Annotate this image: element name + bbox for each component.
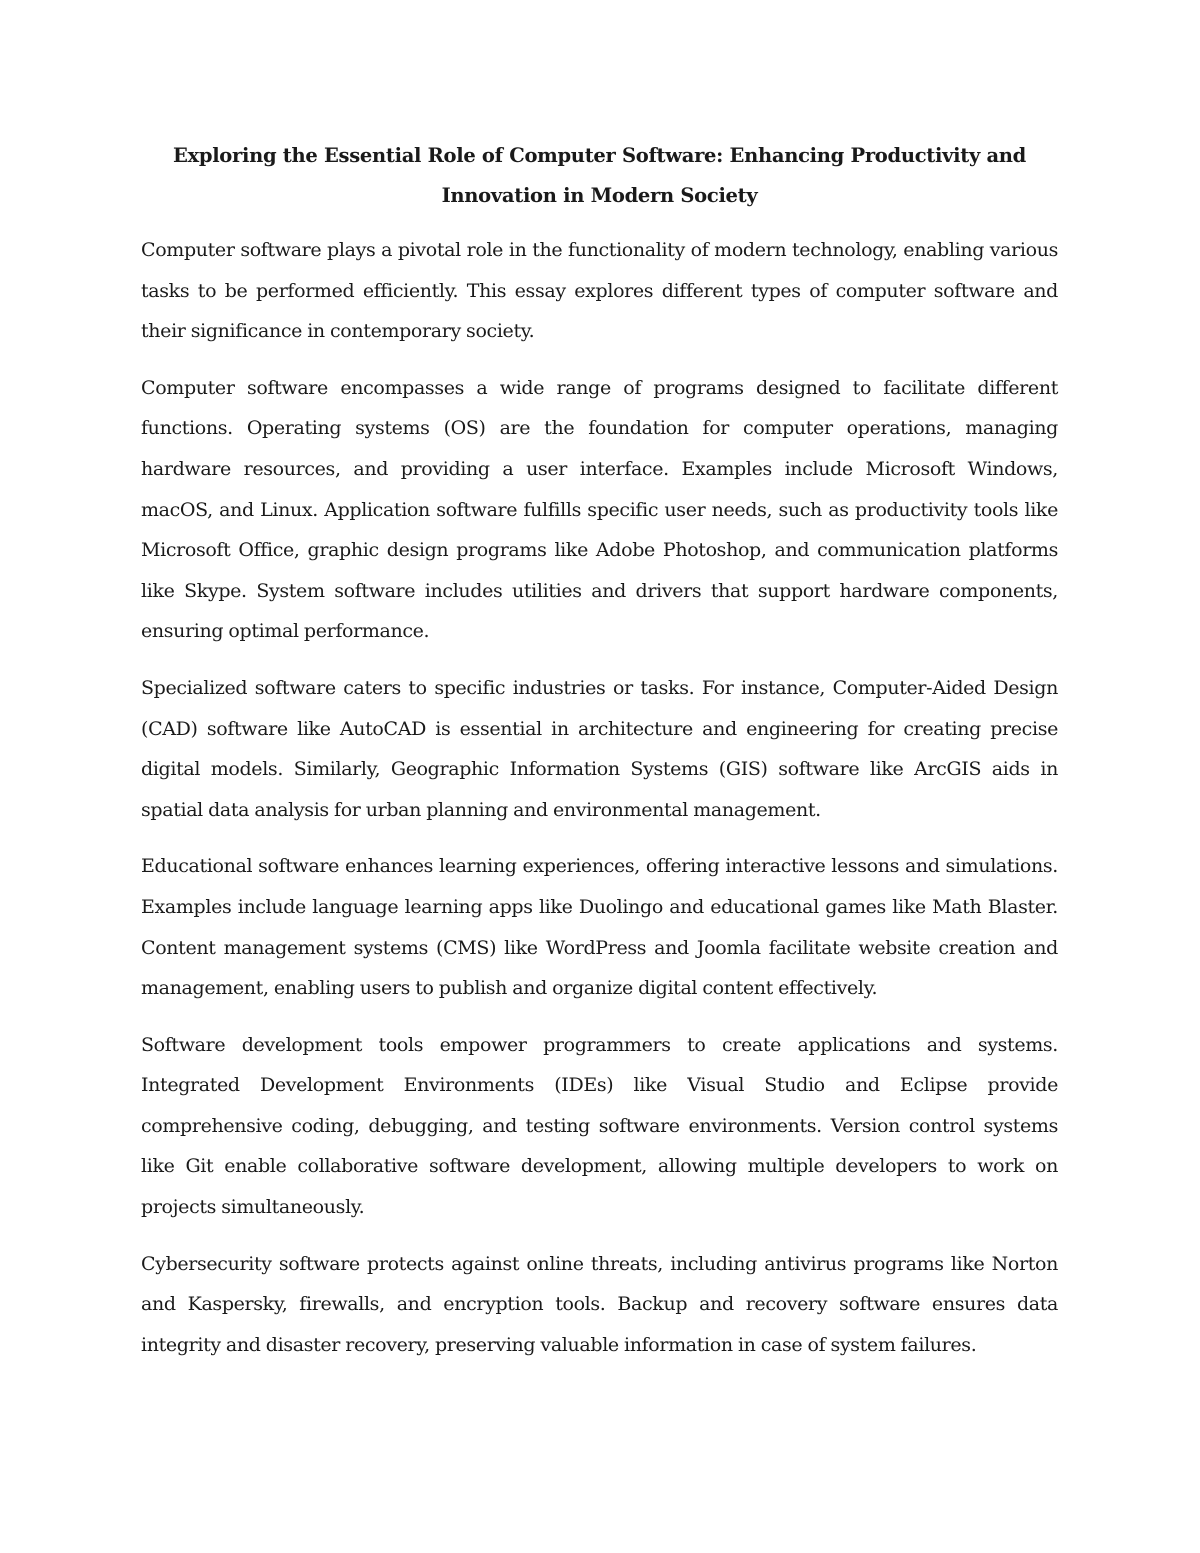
document-title: Exploring the Essential Role of Computer Software: Enhancing Productivity and Innovation in Modern Society [172, 144, 1027, 207]
paragraph-intro: Computer software plays a pivotal role in the functionality of modern technology, enabling various tasks to be performed efficiently. This essay explores different types of computer software and their significance in contemporary society. [141, 239, 1058, 343]
paragraph-development-tools: Software development tools empower programmers to create applications and systems. Integrated Development Environments (IDEs) like Visual Studio and Eclipse provide comprehensive coding, debugging, and testing software environments. Version control systems like Git enable collaborative software development, allowing multiple developers to work on projects simultaneously. [141, 1033, 1058, 1219]
paragraph-educational-software: Educational software enhances learning experiences, offering interactive lessons and simulations. Examples include language learning apps like Duolingo and educational games like Math Blaster. Content management systems (CMS) like WordPress and Joomla facilitate website creation and management, enabling users to publish and organize digital content effectively. [141, 855, 1058, 1000]
document-body [141, 136, 1058, 1381]
paragraph-specialized-software: Specialized software caters to specific industries or tasks. For instance, Computer-Aided Design (CAD) software like AutoCAD is essential in architecture and engineering for creating precise digital models. Similarly, Geographic Information Systems (GIS) software like ArcGIS aids in spatial data analysis for urban planning and environmental management. [141, 676, 1058, 821]
paragraph-software-types: Computer software encompasses a wide range of programs designed to facilitate different functions. Operating systems (OS) are the foundation for computer operations, managing hardware resources, and providing a user interface. Examples include Microsoft Windows, macOS, and Linux. Application software fulfills specific user needs, such as productivity tools like Microsoft Office, graphic design programs like Adobe Photoshop, and communication platforms like Skype. System software includes utilities and drivers that support hardware components, ensuring optimal performance. [141, 376, 1058, 643]
paragraph-cybersecurity-software: Cybersecurity software protects against online threats, including antivirus programs like Norton and Kaspersky, firewalls, and encryption tools. Backup and recovery software ensures data integrity and disaster recovery, preserving valuable information in case of system failures. [141, 1252, 1058, 1356]
